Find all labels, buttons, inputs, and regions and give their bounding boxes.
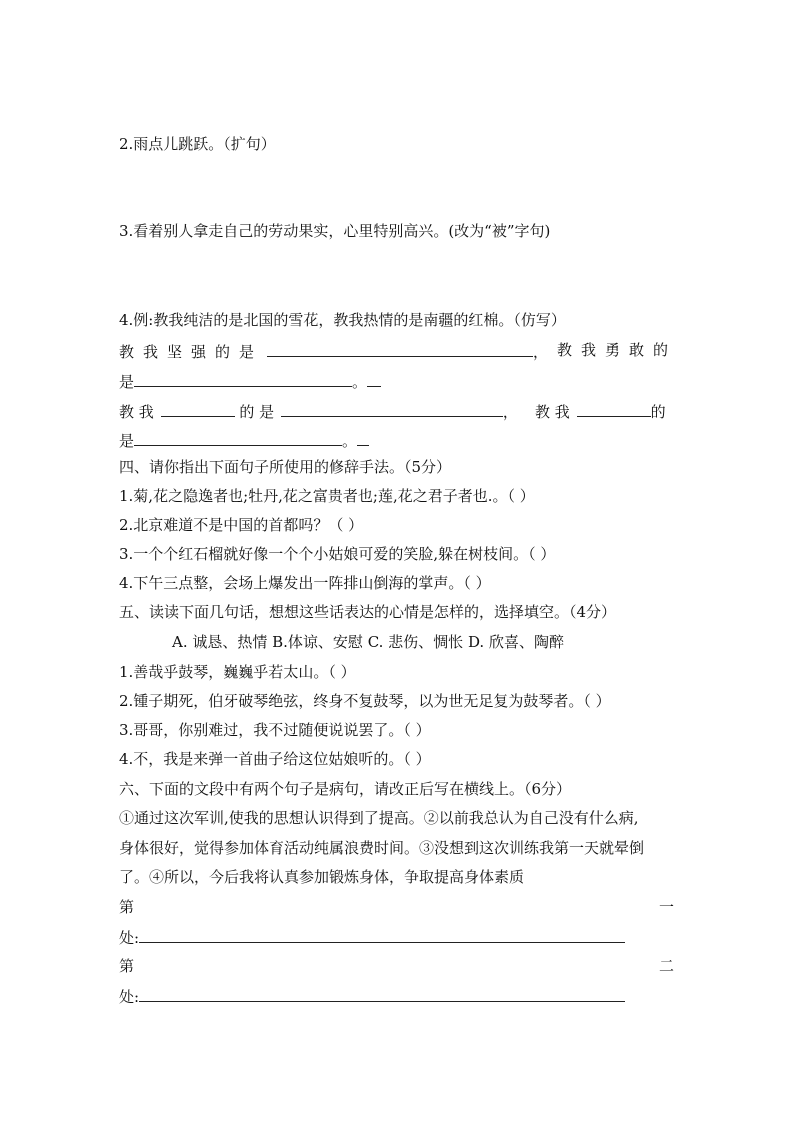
q4-line3-d: 的 xyxy=(650,403,666,421)
q4-line4-prefix: 是 xyxy=(119,432,135,450)
sec5-heading: 五、读读下面几句话，想想这些话表达的心情是怎样的，选择填空。（4分） xyxy=(119,603,617,621)
q4-line1-prefix: 教我坚强的是 xyxy=(119,343,264,361)
answer-blank[interactable] xyxy=(577,400,651,417)
sec4-item-3: 3.一个个红石榴就好像一个个小姑娘可爱的笑脸,躲在树枝间。（ ） xyxy=(119,545,556,563)
answer-blank-tail[interactable] xyxy=(357,429,369,446)
first-label: 第 xyxy=(119,898,135,916)
first-label-right: 一 xyxy=(659,898,675,916)
q4-line1 xyxy=(119,340,548,362)
answer-blank[interactable] xyxy=(134,429,342,446)
sec6-para-3: 了。④所以，今后我将认真参加锻炼身体，争取提高身体素质 xyxy=(119,868,525,886)
sec4-item-1: 1.菊,花之隐逸者也;牡丹,花之富贵者也;莲,花之君子者也.。（ ） xyxy=(119,487,535,505)
answer-blank-tail[interactable] xyxy=(367,370,381,387)
sec6-heading: 六、下面的文段中有两个句子是病句，请改正后写在横线上。（6分） xyxy=(119,780,572,798)
second-answer-line xyxy=(119,985,625,1007)
second-label-right: 二 xyxy=(659,957,675,975)
q4-line3-a: 教 我 xyxy=(119,403,154,421)
answer-blank[interactable] xyxy=(281,400,503,417)
first-answer-label: 处: xyxy=(119,929,140,947)
q4-line4-end: 。 xyxy=(342,432,358,450)
q4-line3 xyxy=(119,400,518,422)
sec5-item-3: 3.哥哥，你别难过，我不过随便说说罢了。（ ） xyxy=(119,721,431,739)
q4-line2-prefix: 是 xyxy=(119,373,135,391)
q4-line2 xyxy=(119,370,381,392)
sec5-item-4: 4.不，我是来弹一首曲子给这位姑娘听的。（ ） xyxy=(119,750,431,768)
q4-example: 4.例:教我纯洁的是北国的雪花，教我热情的是南疆的红棉。（仿写） xyxy=(119,311,566,329)
sec5-options: A. 诚恳、热情 B.体谅、安慰 C. 悲伤、惆怅 D. 欣喜、陶醉 xyxy=(172,633,564,651)
sec4-item-2: 2.北京难道不是中国的首都吗？（ ） xyxy=(119,516,364,534)
q2: 2.雨点儿跳跃。（扩句） xyxy=(119,135,276,153)
q4-line3-b: 的 是 xyxy=(239,403,275,421)
q4-line3-c: 教 我 xyxy=(535,403,570,421)
q4-line1-comma: ， xyxy=(533,343,549,361)
q4-line3-right xyxy=(535,400,666,422)
q4-line4 xyxy=(119,429,369,451)
answer-blank[interactable] xyxy=(139,926,625,943)
q4-line2-end: 。 xyxy=(352,373,368,391)
sec6-para-1: ①通过这次军训,使我的思想认识得到了提高。②以前我总认为自己没有什么病, xyxy=(119,809,639,827)
second-answer-label: 处: xyxy=(119,988,140,1006)
answer-blank[interactable] xyxy=(161,400,235,417)
q3: 3.看着别人拿走自己的劳动果实，心里特别高兴。(改为“被”字句) xyxy=(119,222,551,240)
second-label: 第 xyxy=(119,957,135,975)
answer-blank[interactable] xyxy=(134,370,352,387)
sec5-item-2: 2.锺子期死，伯牙破琴绝弦，终身不复鼓琴，以为世无足复为鼓琴者。（ ） xyxy=(119,692,611,710)
answer-blank[interactable] xyxy=(267,340,533,357)
sec4-heading: 四、请你指出下面句子所使用的修辞手法。（5分） xyxy=(119,458,452,476)
sec4-item-4: 4.下午三点整，会场上爆发出一阵排山倒海的掌声。（ ） xyxy=(119,574,491,592)
q4-line3-comma: ， xyxy=(502,403,518,421)
q4-line1-right: 教我勇敢的 xyxy=(557,341,678,359)
sec6-para-2: 身体很好，觉得参加体育活动纯属浪费时间。③没想到这次训练我第一天就晕倒 xyxy=(119,839,645,857)
sec5-item-1: 1.善哉乎鼓琴，巍巍乎若太山。（ ） xyxy=(119,663,356,681)
answer-blank[interactable] xyxy=(139,985,625,1002)
first-answer-line xyxy=(119,926,625,948)
